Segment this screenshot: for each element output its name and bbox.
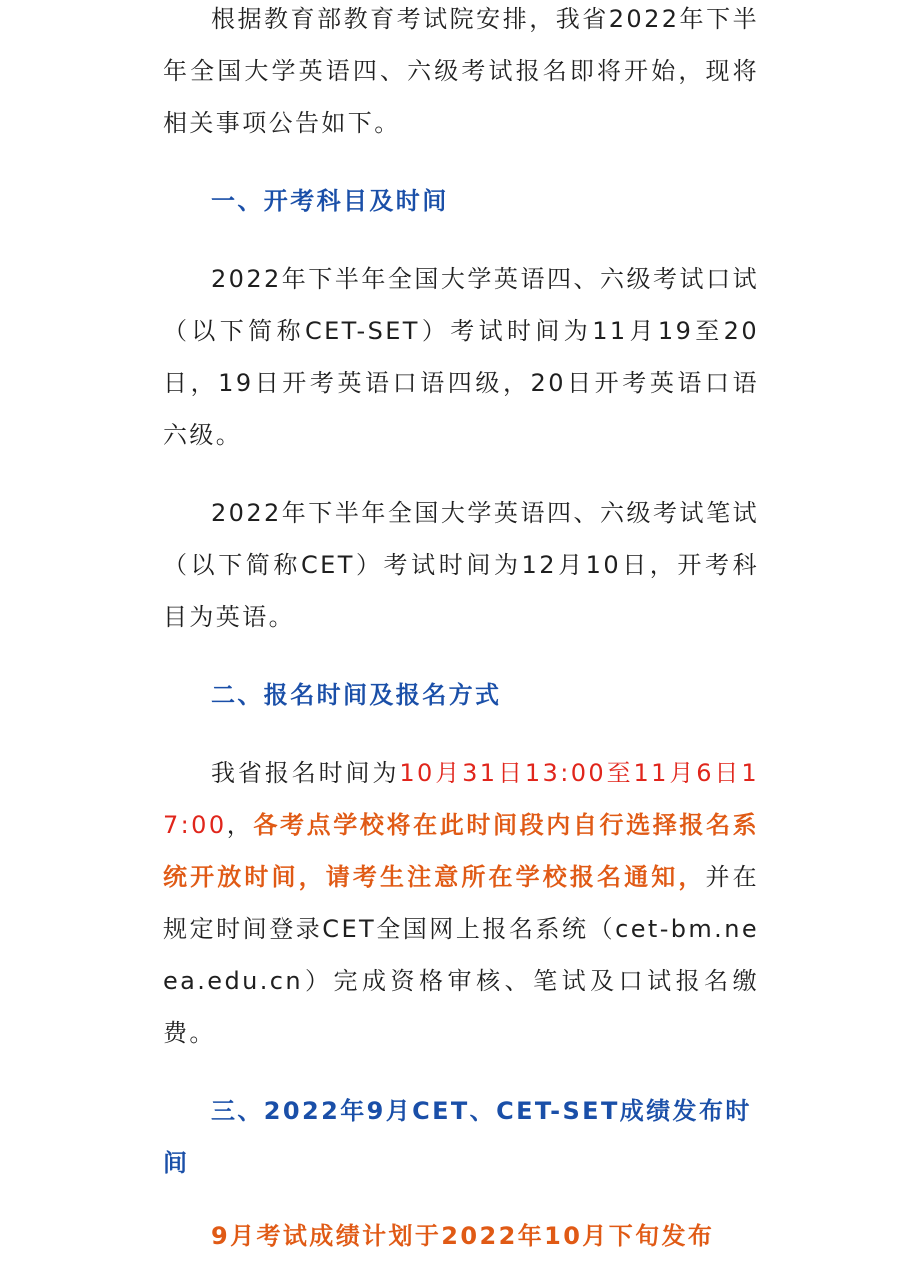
section3-heading: 三、2022年9月CET、CET-SET成绩发布时间 bbox=[163, 1097, 752, 1177]
spacer bbox=[163, 1059, 759, 1085]
article-body bbox=[163, 0, 759, 1189]
spacer bbox=[163, 721, 759, 747]
section3-partial-paragraph: 9月考试成绩计划于2022年10月下旬发布 bbox=[211, 1222, 715, 1250]
intro-paragraph: 根据教育部教育考试院安排，我省2022年下半年全国大学英语四、六级考试报名即将开始，现将相关事项公告如下。 bbox=[163, 5, 759, 137]
spacer bbox=[163, 227, 759, 253]
registration-system-text: 并在规定时间登录CET全国网上报名系统（cet-bm.neea.edu.cn）完成资格审核、笔试及口试报名缴费。 bbox=[163, 863, 759, 1047]
spacer bbox=[163, 149, 759, 175]
section2-heading: 二、报名时间及报名方式 bbox=[211, 681, 502, 709]
section1-paragraph-written: 2022年下半年全国大学英语四、六级考试笔试（以下简称CET）考试时间为12月10日，开考科目为英语。 bbox=[163, 499, 759, 631]
registration-time-range: 10月31日13:00至11月6日17:00 bbox=[163, 759, 759, 839]
comma-text: ， bbox=[226, 811, 254, 839]
section1-paragraph-oral: 2022年下半年全国大学英语四、六级考试口试（以下简称CET-SET）考试时间为11月19至20日，19日开考英语口语四级，20日开考英语口语六级。 bbox=[163, 265, 759, 449]
section1-heading: 一、开考科目及时间 bbox=[211, 187, 449, 215]
spacer bbox=[163, 643, 759, 669]
section2-paragraph bbox=[163, 747, 759, 1059]
spacer bbox=[163, 461, 759, 487]
registration-notice-emphasis: 各考点学校将在此时间段内自行选择报名系统开放时间，请考生注意所在学校报名通知， bbox=[163, 811, 759, 891]
registration-lead-text: 我省报名时间为 bbox=[211, 759, 400, 787]
